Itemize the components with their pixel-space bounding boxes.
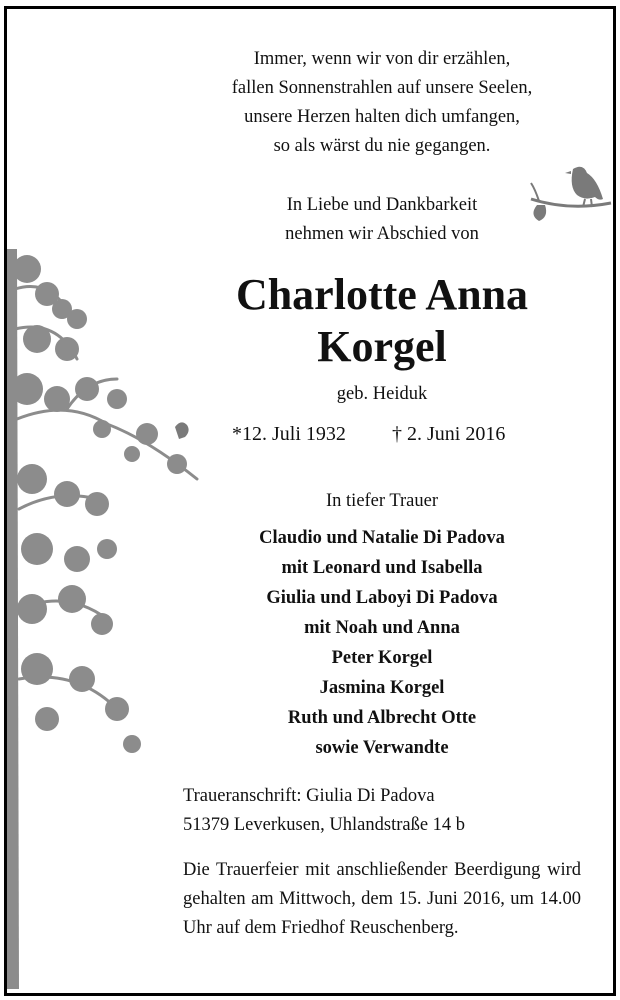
family-member: Ruth und Albrecht Otte <box>287 708 477 728</box>
maiden-name: geb. Heiduk <box>336 384 428 404</box>
deceased-name <box>182 269 582 373</box>
service-info: Die Trauerfeier mit anschließender Beerdigung wird gehalten am Mittwoch, dem 15. Juni 2016, um 14.00 Uhr auf dem Friedhof Reuschenberg. <box>183 860 581 938</box>
family-member: Giulia und Laboyi Di Padova <box>266 588 498 608</box>
intro-line: In Liebe und Dankbarkeit <box>286 195 478 215</box>
address-line: Traueranschrift: Giulia Di Padova <box>183 786 435 806</box>
family-list <box>182 523 582 763</box>
address-line: 51379 Leverkusen, Uhlandstraße 14 b <box>183 815 466 835</box>
obituary-notice <box>4 6 616 996</box>
mourning-label: In tiefer Trauer <box>326 491 438 511</box>
poem-line: unsere Herzen halten dich umfangen, <box>244 107 520 127</box>
life-dates <box>232 423 532 446</box>
poem <box>182 45 582 161</box>
poem-line: Immer, wenn wir von dir erzählen, <box>253 49 511 69</box>
mourning-address <box>183 782 465 840</box>
name-line-2: Korgel <box>317 322 447 371</box>
family-member: Claudio und Natalie Di Padova <box>259 528 505 548</box>
intro <box>182 191 582 249</box>
family-member: sowie Verwandte <box>315 738 449 758</box>
birth-date: *12. Juli 1932 <box>232 423 346 445</box>
family-member: Jasmina Korgel <box>319 678 445 698</box>
tree-silhouette-icon <box>7 249 207 989</box>
poem-line: fallen Sonnenstrahlen auf unsere Seelen, <box>231 78 533 98</box>
name-line-1: Charlotte Anna <box>235 270 529 319</box>
intro-line: nehmen wir Abschied von <box>285 224 479 244</box>
death-date: † 2. Juni 2016 <box>392 423 506 445</box>
family-member: mit Noah und Anna <box>304 618 460 638</box>
family-member: Peter Korgel <box>331 648 433 668</box>
poem-line: so als wärst du nie gegangen. <box>273 136 491 156</box>
family-member: mit Leonard und Isabella <box>281 558 483 578</box>
